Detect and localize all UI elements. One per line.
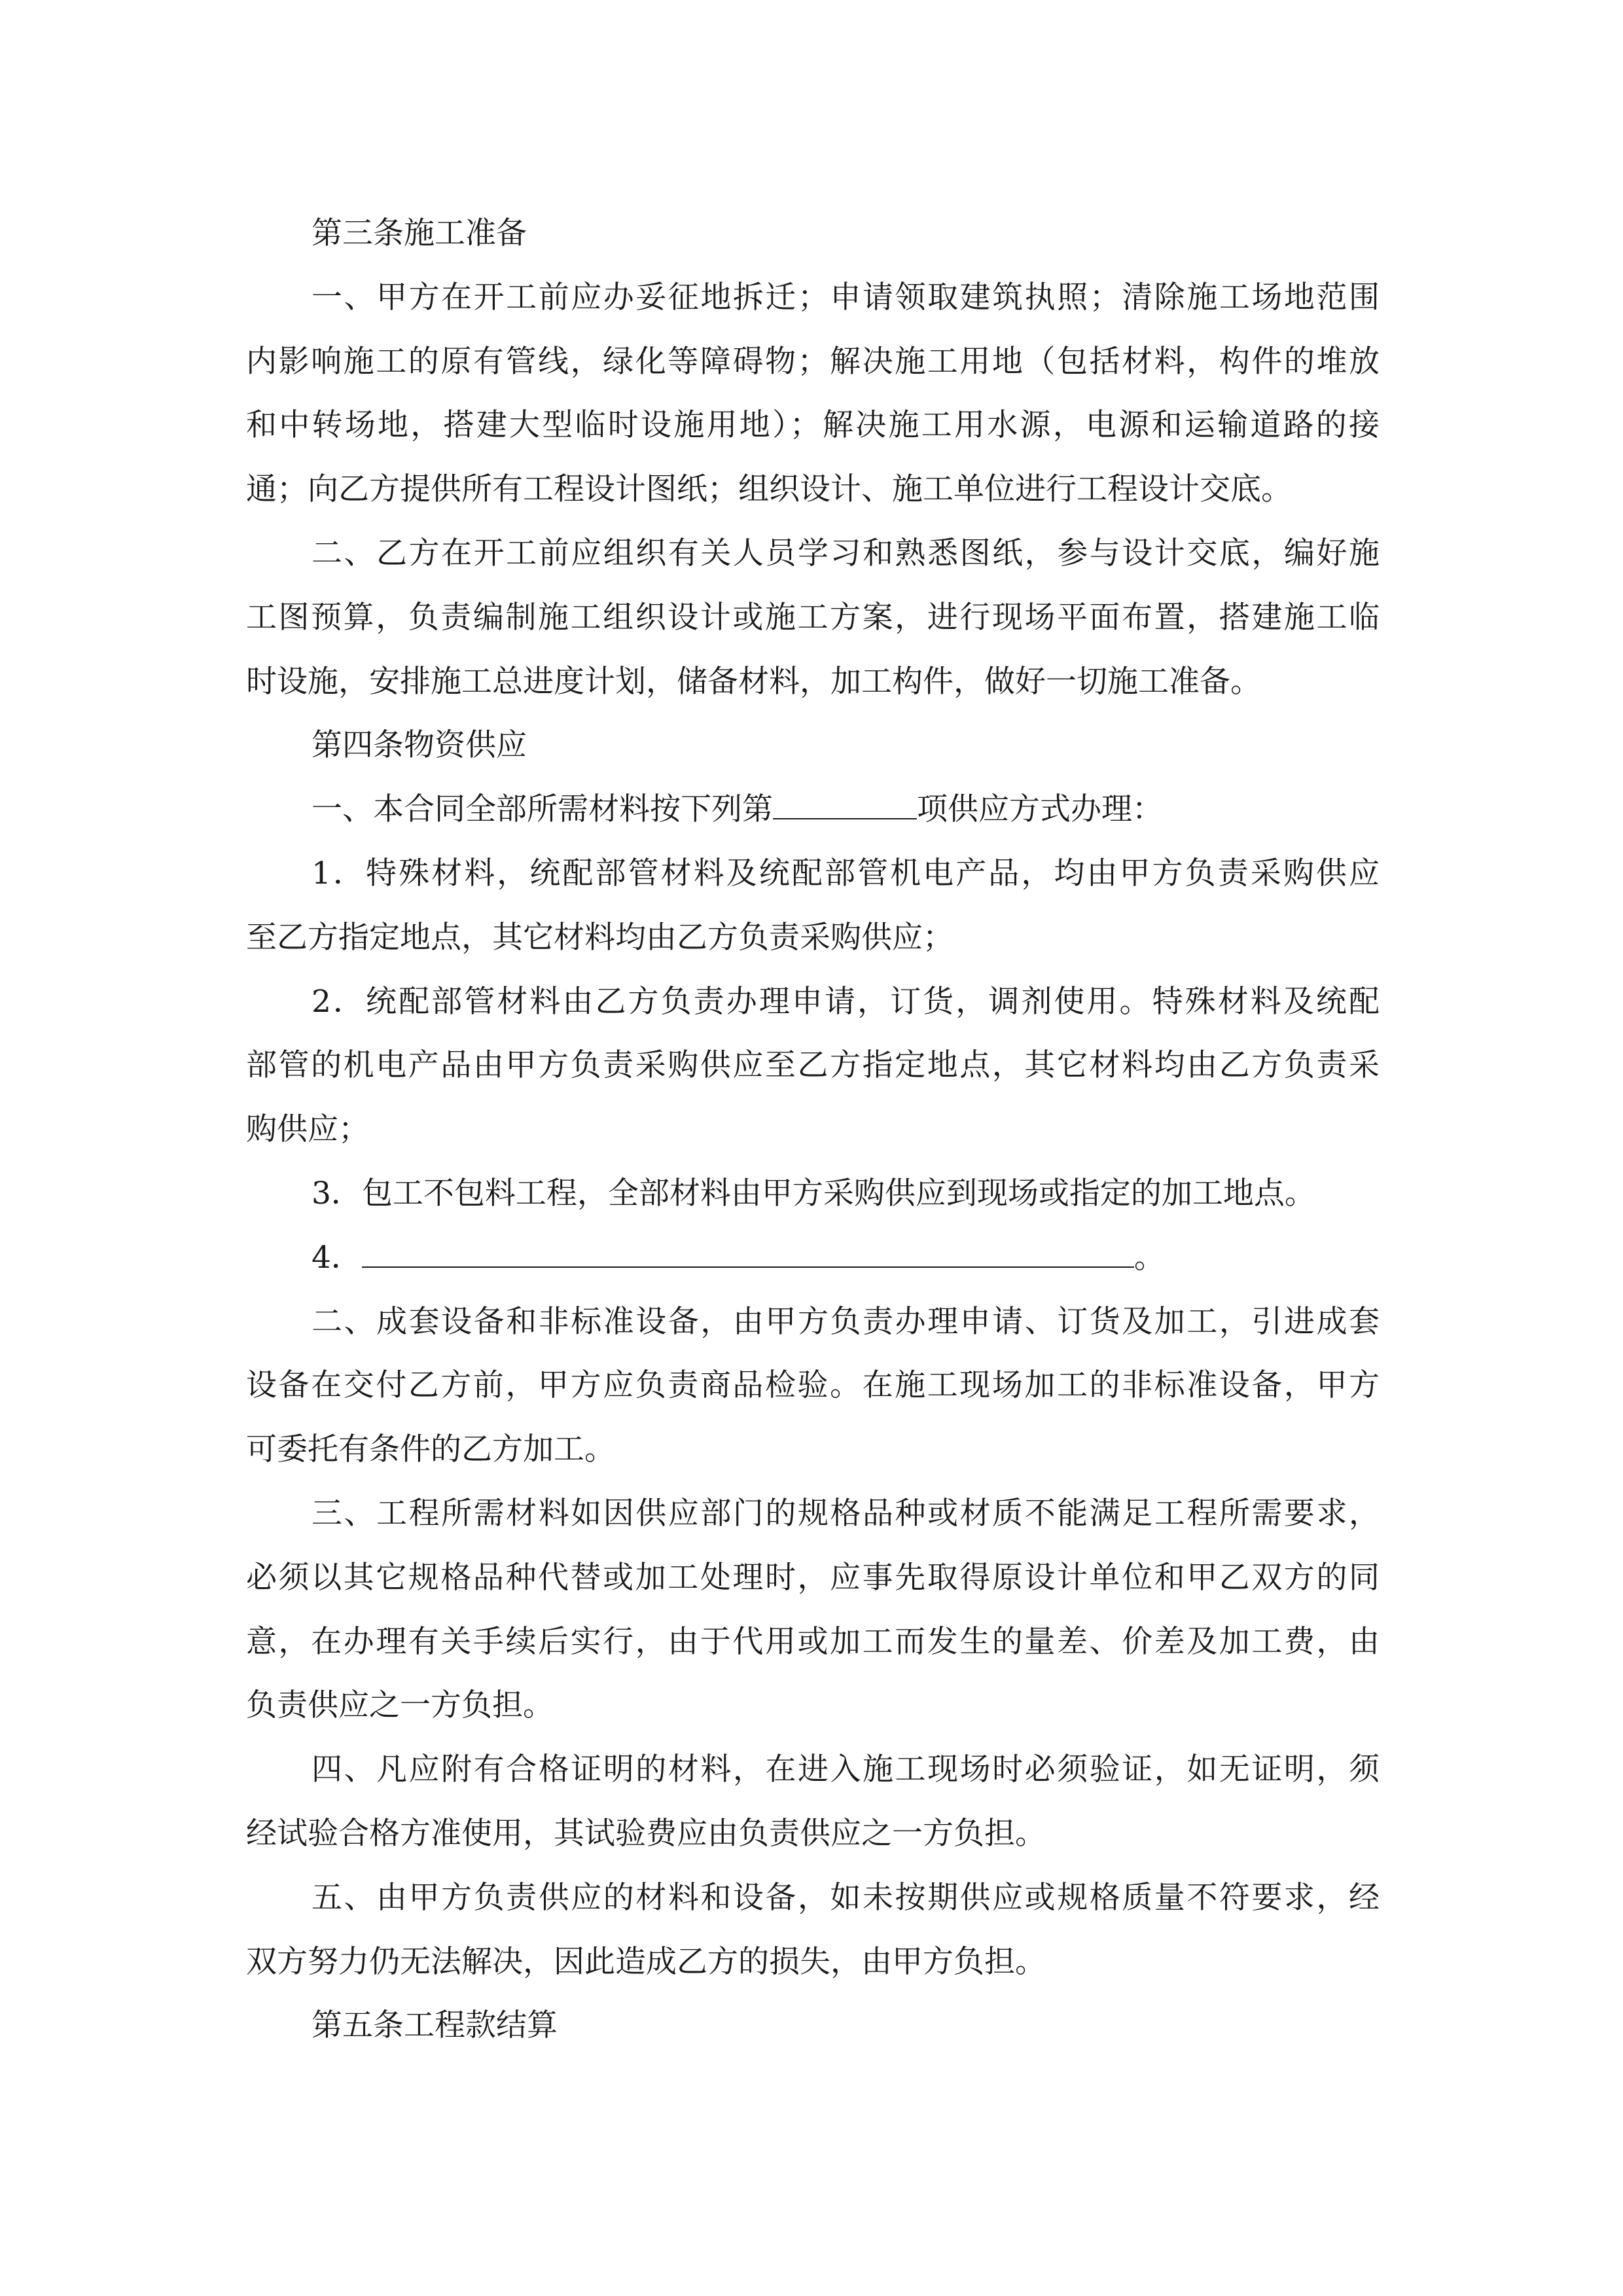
paragraph-line: 经试验合格方准使用，其试验费应由负责供应之一方负担。 <box>246 1815 1046 1852</box>
article-4-title: 第四条物资供应 <box>312 727 527 764</box>
paragraph-line: 内影响施工的原有管线，绿化等障碍物；解决施工用地（包括材料，构件的堆放 <box>246 343 1380 380</box>
article-4-paragraph-2 <box>246 1290 1380 1482</box>
paragraph-line: 时设施，安排施工总进度计划，储备材料，加工构件，做好一切施工准备。 <box>246 663 1261 700</box>
paragraph-line: 和中转场地，搭建大型临时设施用地）；解决施工用水源，电源和运输道路的接 <box>246 407 1380 444</box>
paragraph-line: 负责供应之一方负担。 <box>246 1687 554 1724</box>
paragraph-line: 四、凡应附有合格证明的材料，在进入施工现场时必须验证，如无证明，须 <box>312 1751 1380 1788</box>
paragraph-line: 一、甲方在开工前应办妥征地拆迁；申请领取建筑执照；清除施工场地范围 <box>312 279 1380 315</box>
article-4-item-3: 3．包工不包料工程，全部材料由甲方采购供应到现场或指定的加工地点。 <box>312 1175 1315 1211</box>
item-end-mark: 。 <box>1133 1239 1165 1276</box>
paragraph-line: 购供应； <box>246 1111 369 1148</box>
paragraph-text: 一、本合同全部所需材料按下列第 <box>312 791 773 828</box>
paragraph-line: 通；向乙方提供所有工程设计图纸；组织设计、施工单位进行工程设计交底。 <box>246 471 1292 508</box>
article-3-paragraph-2 <box>246 522 1380 713</box>
article-4-item-1 <box>246 842 1380 970</box>
article-4-item-2 <box>246 970 1380 1162</box>
paragraph-line: 1．特殊材料，统配部管材料及统配部管机电产品，均由甲方负责采购供应 <box>312 855 1380 891</box>
paragraph-line: 可委托有条件的乙方加工。 <box>246 1431 615 1468</box>
paragraph-line: 部管的机电产品由甲方负责采购供应至乙方指定地点，其它材料均由乙方负责采 <box>246 1047 1380 1084</box>
article-3-title: 第三条施工准备 <box>312 215 527 251</box>
article-4-paragraph-3 <box>246 1482 1380 1738</box>
paragraph-line: 必须以其它规格品种代替或加工处理时，应事先取得原设计单位和甲乙双方的同 <box>246 1559 1380 1596</box>
paragraph-line: 二、成套设备和非标准设备，由甲方负责办理申请、订货及加工，引进成套 <box>312 1303 1380 1340</box>
paragraph-line: 2．统配部管材料由乙方负责办理申请，订货，调剂使用。特殊材料及统配 <box>312 983 1380 1020</box>
article-4-item-4 <box>246 1226 1380 1290</box>
paragraph-line: 意，在办理有关手续后实行，由于代用或加工而发生的量差、价差及加工费，由 <box>246 1623 1380 1660</box>
article-4-paragraph-1 <box>246 778 1380 842</box>
article-4-paragraph-4 <box>246 1738 1380 1866</box>
article-4-paragraph-5 <box>246 1866 1380 1994</box>
paragraph-line: 二、乙方在开工前应组织有关人员学习和熟悉图纸，参与设计交底，编好施 <box>312 535 1380 571</box>
article-5-title: 第五条工程款结算 <box>312 2007 558 2044</box>
article-3-paragraph-1 <box>246 266 1380 522</box>
paragraph-line: 工图预算，负责编制施工组织设计或施工方案，进行现场平面布置，搭建施工临 <box>246 599 1380 636</box>
paragraph-line: 五、由甲方负责供应的材料和设备，如未按期供应或规格质量不符要求，经 <box>312 1879 1380 1916</box>
fill-in-blank[interactable] <box>773 792 917 819</box>
paragraph-line: 设备在交付乙方前，甲方应负责商品检验。在施工现场加工的非标准设备，甲方 <box>246 1367 1380 1404</box>
paragraph-text: 项供应方式办理： <box>917 791 1163 828</box>
document-page <box>246 202 1380 2058</box>
item-number: 4． <box>312 1239 362 1276</box>
paragraph-line: 三、工程所需材料如因供应部门的规格品种或材质不能满足工程所需要求， <box>312 1495 1380 1532</box>
fill-in-blank[interactable] <box>362 1240 1134 1268</box>
paragraph-line: 至乙方指定地点，其它材料均由乙方负责采购供应； <box>246 919 954 956</box>
paragraph-line: 双方努力仍无法解决，因此造成乙方的损失，由甲方负担。 <box>246 1943 1046 1980</box>
